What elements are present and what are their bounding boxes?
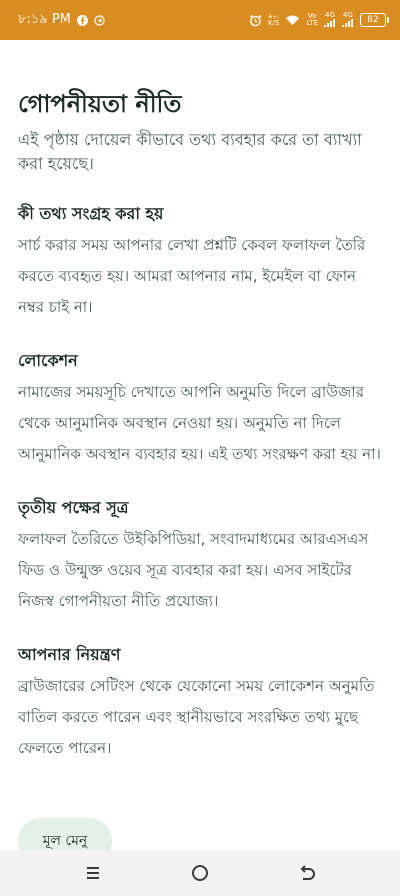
battery-icon <box>360 13 386 27</box>
section-body: সার্চ করার সময় আপনার লেখা প্রশ্নটি কেবল ফলাফল তৈরি করতে ব্যবহৃত হয়। আমরা আপনার নাম, ইমেইল বা ফোন নম্বর চাই না। <box>18 236 366 316</box>
section-body: ফলাফল তৈরিতে উইকিপিডিয়া, সংবাদমাধ্যমের আরএসএস ফিড ও উন্মুক্ত ওয়েব সূত্র ব্যবহার করা হয়। এসব সাইটের নিজস্ব গোপনীয়তা নীতি প্রযোজ্য। <box>18 530 369 610</box>
volte-indicator <box>306 13 318 27</box>
section-heading: আপনার নিয়ন্ত্রণ <box>18 645 121 664</box>
home-icon[interactable] <box>180 853 220 893</box>
section-your-control <box>18 643 384 764</box>
back-icon[interactable] <box>287 853 327 893</box>
wifi-icon <box>285 14 300 26</box>
section-location <box>18 349 384 470</box>
network-type-2 <box>342 12 354 29</box>
system-nav-bar <box>0 850 400 896</box>
section-heading: তৃতীয় পক্ষের সূত্র <box>18 498 129 517</box>
recent-apps-icon[interactable] <box>73 853 113 893</box>
page-intro: এই পৃষ্ঠায় দোয়েল কীভাবে তথ্য ব্যবহার করে তা ব্যাখ্যা করা হয়েছে। <box>18 130 362 173</box>
network-speed <box>268 13 279 27</box>
section-heading: লোকেশন <box>18 351 78 370</box>
page-title: গোপনীয়তা নীতি <box>18 90 182 118</box>
network-speed-unit: K/S <box>267 19 280 27</box>
section-third-party <box>18 496 384 617</box>
status-bar <box>0 0 400 40</box>
privacy-policy-content <box>18 40 384 764</box>
volte-bottom: LTE <box>306 19 318 27</box>
section-body: নামাজের সময়সূচি দেখাতে আপনি অনুমতি দিলে ব্রাউজার থেকে আনুমানিক অবস্থান নেওয়া হয়। অনুমতি না দিলে আনুমানিক অবস্থান ব্যবহার হয়। এই তথ্য সংরক্ষণ করা হয় না। <box>18 383 381 463</box>
volte-top: Vo <box>307 12 317 20</box>
alarm-icon <box>249 14 262 27</box>
main-menu-button[interactable]: মূল মেনু <box>18 818 112 864</box>
status-bar-left <box>18 10 105 31</box>
section-body: ব্রাউজারের সেটিংস থেকে যেকোনো সময় লোকেশন অনুমতি বাতিল করতে পারেন এবং স্থানীয়ভাবে সংরক্ষিত তথ্য মুছে ফেলতে পারেন। <box>18 677 375 757</box>
section-data-collected <box>18 202 384 323</box>
status-time: ৮:১৯ PM <box>18 11 71 27</box>
status-bar-right <box>249 12 386 29</box>
network-type-1 <box>324 12 336 29</box>
section-heading: কী তথ্য সংগ্রহ করা হয় <box>18 204 164 223</box>
signal-icon <box>324 19 336 27</box>
battery-level: 82 <box>367 15 379 25</box>
network-speed-value: ৯০. <box>267 12 280 20</box>
signal-icon-2 <box>342 19 354 27</box>
network-type-1-label: 4G <box>325 10 335 19</box>
facebook-icon <box>77 15 88 26</box>
network-type-2-label: 4G <box>343 10 353 19</box>
app-notification-icon <box>94 15 105 26</box>
